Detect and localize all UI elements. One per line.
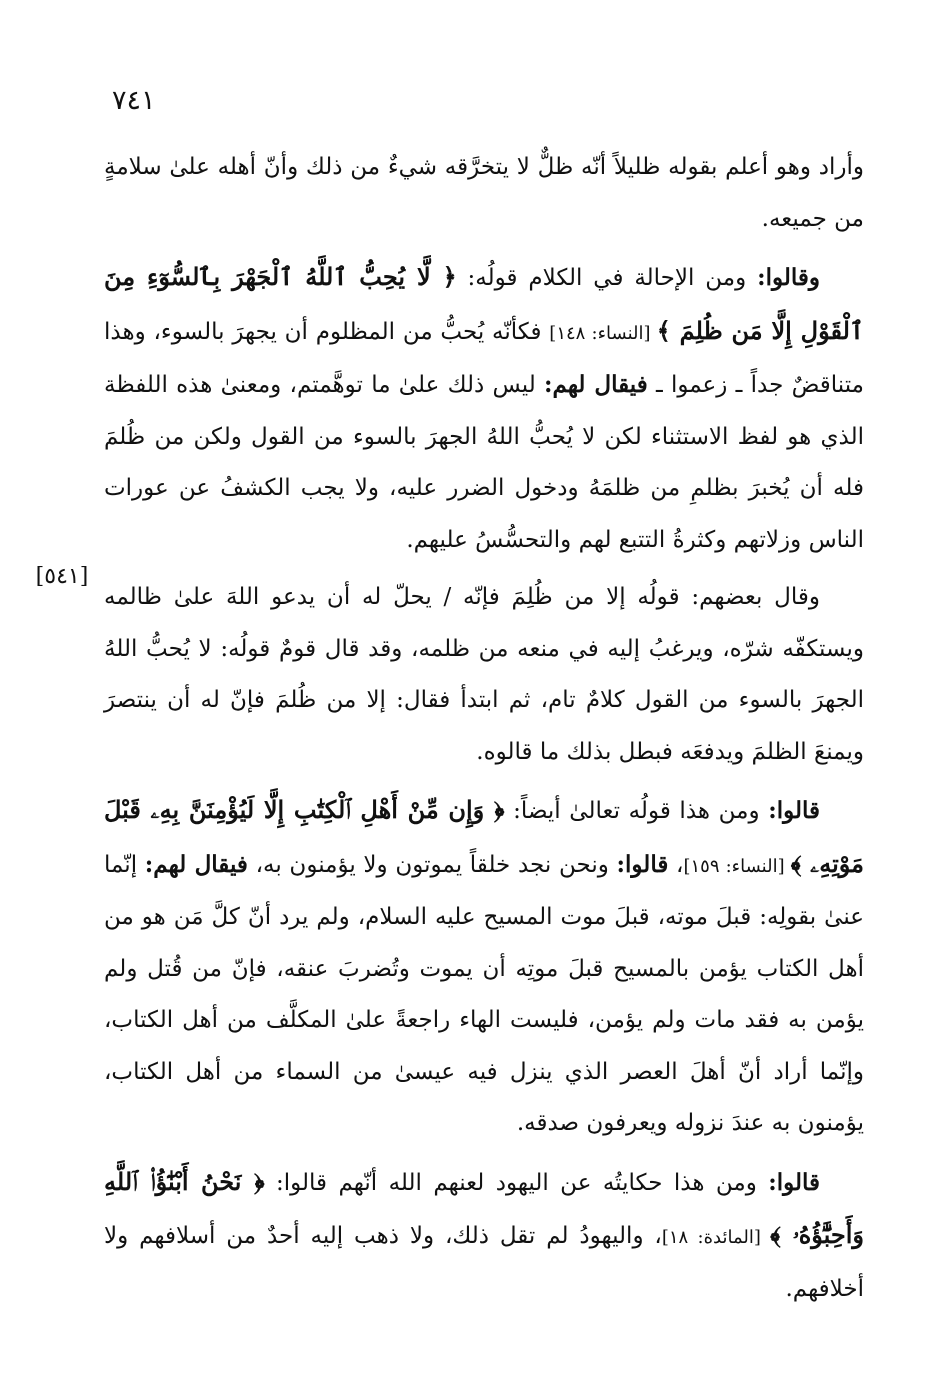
text-run: وقال بعضهم: قولُه إلا من ظُلِمَ فإنّه / يحلّ له أن يدعو اللهَ علىٰ ظالمه ويستكفّه شرّه، ويرغبُ إليه في منعه من ظلمه، وقد قال قومٌ قولُه: لا يُحبُّ اللهُ الجهرَ بالسوء من القول كلامٌ تام، ثم ابتدأ فقال: إلا من ظُلمَ فإنّ له أن ينتصرَ ويمنعَ الظلمَ ويدفعَه فبطل بذلك ما قالوه.	[104, 584, 864, 765]
text-run: ،	[668, 851, 684, 878]
paragraph	[104, 572, 864, 778]
speaker-label: قالوا:	[768, 797, 820, 824]
verse-reference: [النساء: ١٥٩]	[683, 855, 791, 877]
quran-verse: ﴿ وَإِن مِّنْ أَهْلِ ٱلْكِتَٰبِ إِلَّا لَيُؤْمِنَنَّ بِهِۦ قَبْلَ مَوْتِهِۦ ﴾	[104, 795, 865, 878]
paragraph	[104, 251, 864, 566]
quran-verse: ﴿ لَّا يُحِبُّ ٱللَّهُ ٱلْجَهْرَ بِٱلسُّوٓءِ مِنَ ٱلْقَوْلِ إِلَّا مَن ظُلِمَ ﴾	[104, 262, 864, 345]
speaker-label: فيقال لهم:	[144, 850, 248, 878]
speaker-label: وقالوا:	[757, 264, 820, 291]
paragraph	[104, 784, 864, 1150]
margin-page-reference: [٥٤١]	[35, 564, 89, 589]
quran-verse: ﴿ نَحْنُ أَبْنَٰٓؤُا۟ ٱللَّهِ وَأَحِبَّٰٓؤُهُۥ ﴾	[104, 1166, 865, 1249]
text-run: ومن الإحالة في الكلام قولُه:	[456, 265, 758, 291]
speaker-label: فيقال لهم:	[544, 371, 648, 398]
speaker-label: قالوا:	[616, 850, 669, 878]
text-run: ومن هذا حكايتُه عن اليهود لعنهم الله أنّهم قالوا:	[264, 1169, 769, 1196]
text-run: ، واليهودُ لم تقل ذلك، ولا ذهب إليه أحدٌ من أسلافهم ولا أخلافهم.	[104, 1223, 864, 1302]
text-run: ونحن نجد خلقاً يموتون ولا يؤمنون به،	[247, 851, 617, 878]
verse-reference: [المائدة: ١٨]	[661, 1227, 771, 1248]
paragraph	[104, 1156, 864, 1316]
text-run: وأراد وهو أعلم بقوله ظليلاً أنّه ظلٌّ لا يتخرَّقه شيءٌ من ذلك وأنّ أهله علىٰ سلامةٍ من جميعه.	[104, 154, 864, 232]
verse-reference: [النساء: ١٤٨]	[549, 322, 657, 344]
main-text	[104, 142, 864, 1321]
speaker-label: قالوا:	[768, 1168, 821, 1196]
page-number: ٧٤١	[112, 85, 156, 116]
text-run: فكأنّه يُحبُّ من المظلوم أن يجهرَ بالسوء، وهذا متناقضٌ جداً ـ زعموا ـ	[104, 318, 864, 398]
text-run: ليس ذلك علىٰ ما توهَّمتم، ومعنىٰ هذه اللفظة الذي هو لفظ الاستثناء لكن لا يُحبُّ اللهُ الجهرَ بالسوء من القول ولكن من ظُلمَ فله أن يُخبرَ بظلمِ من ظلمَهُ ودخول الضرر عليه، ولا يجب الكشفُ عن عورات الناس وزلاتهم وكثرةُ التتبع لهم والتحسُّسُ عليهم.	[104, 372, 864, 553]
text-run: إنّما عنىٰ بقولِه: قبلَ موته، قبلَ موت المسيح عليه السلام، ولم يرد أنّ كلَّ مَن هو من أهل الكتاب يؤمن بالمسيح قبلَ موتِه أن يموت وتُضربَ عنقه، فإنّ من قُتل ولم يؤمن به فقد مات ولم يؤمن، فليست الهاء راجعةً علىٰ المكلَّف من أهل الكتاب، وإنّما أراد أنّ أهلَ العصر الذي ينزل فيه عيسىٰ من السماء من أهل الكتاب، يؤمنون به عندَ نزوله ويعرفون صدقه.	[104, 851, 864, 1136]
paragraph	[104, 142, 864, 245]
text-run: ومن هذا قولُه تعالىٰ أيضاً:	[504, 798, 769, 824]
